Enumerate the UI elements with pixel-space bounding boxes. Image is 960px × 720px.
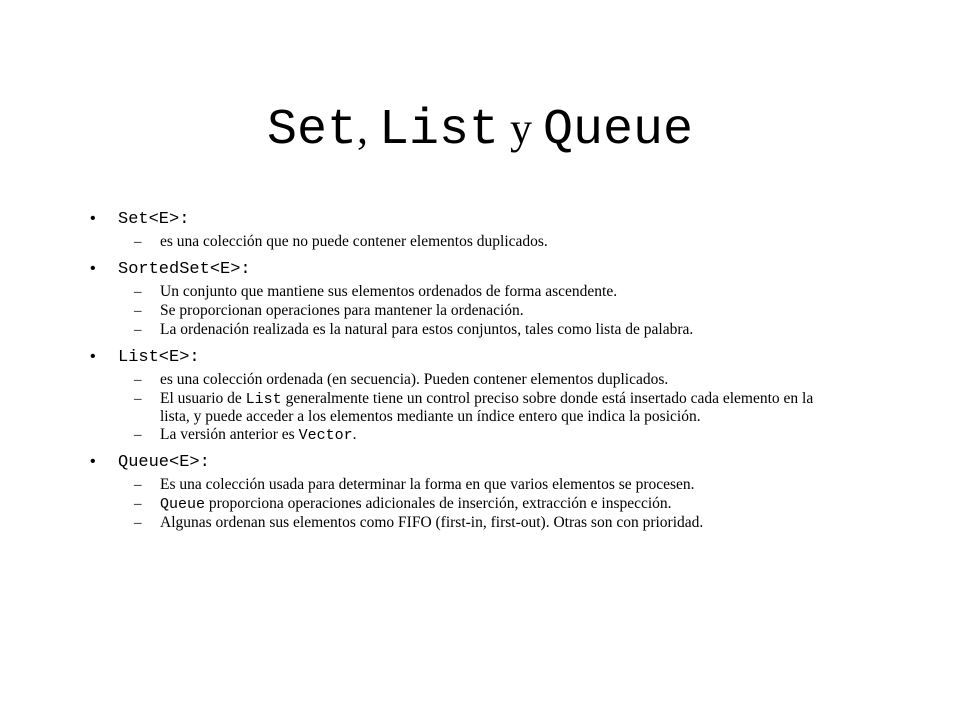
sub-item-text [160,514,840,531]
text-run: generalmente tiene un control preciso sobre donde está insertado cada elemento en la lista, y puede acceder a los elementos mediante un índice entero que indica la posición. [160,390,814,425]
text-run: Se proporcionan operaciones para mantener la ordenación. [160,302,524,319]
sub-dash: – [134,391,142,407]
text-run: Es una colección usada para determinar la forma en que varios elementos se procesen. [160,476,695,493]
text-run: es una colección que no puede contener elementos duplicados. [160,233,548,250]
bullet-label: Queue<E>: [118,453,210,472]
sub-item-text [160,371,840,388]
code-term: List [245,391,282,408]
title-queue: Queue [543,102,694,159]
bullet-label: Set<E>: [118,210,190,229]
sub-item [134,321,950,339]
sub-list [134,283,950,339]
sub-item-text [160,321,840,338]
text-run: . [352,426,357,443]
title-comma: , [356,104,379,153]
bullet-label: List<E>: [118,348,200,367]
sub-dash: – [134,284,142,300]
sub-item-text [160,390,840,425]
sub-list [134,476,950,532]
sub-item [134,302,950,320]
sub-item [134,495,950,513]
text-run: Algunas ordenan sus elementos como FIFO (first-in, first-out). Otras son con prioridad. [160,514,704,531]
bullet-item [90,257,950,282]
sub-item [134,283,950,301]
sub-dash: – [134,303,142,319]
sub-dash: – [134,234,142,250]
sub-item [134,390,950,425]
sub-item-text [160,283,840,300]
bullet-label: SortedSet<E>: [118,260,251,279]
sub-item-text [160,302,840,319]
sub-item-text [160,495,840,513]
title-set: Set [266,102,357,159]
sub-item-text [160,426,840,444]
sub-item [134,426,950,444]
sub-dash: – [134,477,142,493]
sub-dash: – [134,322,142,338]
sub-dash: – [134,515,142,531]
slide-title [0,96,960,161]
text-run: El usuario de [160,390,246,407]
text-run: La ordenación realizada es la natural para estos conjuntos, tales como lista de palabra. [160,321,694,338]
title-list: List [378,102,499,159]
sub-item [134,233,950,251]
sub-dash: – [134,372,142,388]
sub-item-text [160,476,840,493]
text-run: Un conjunto que mantiene sus elementos ordenados de forma ascendente. [160,283,618,300]
bullet-dot: • [90,348,96,365]
sub-dash: – [134,427,142,443]
bullet-dot: • [90,260,96,277]
text-run: proporciona operaciones adicionales de inserción, extracción e inspección. [205,495,672,512]
bullet-item [90,450,950,475]
sub-list [134,233,950,251]
code-term: Queue [160,496,206,513]
text-run: La versión anterior es [160,426,299,443]
text-run: es una colección ordenada (en secuencia). Pueden contener elementos duplicados. [160,371,669,388]
sub-item-text [160,233,840,250]
sub-item [134,514,950,532]
sub-item [134,476,950,494]
bullet-item [90,207,950,232]
bullet-list [90,207,950,532]
code-term: Vector [298,427,353,444]
bullet-dot: • [90,210,96,227]
sub-item [134,371,950,389]
bullet-dot: • [90,453,96,470]
sub-dash: – [134,496,142,512]
sub-list [134,371,950,444]
bullet-item [90,345,950,370]
title-y: y [499,104,543,153]
